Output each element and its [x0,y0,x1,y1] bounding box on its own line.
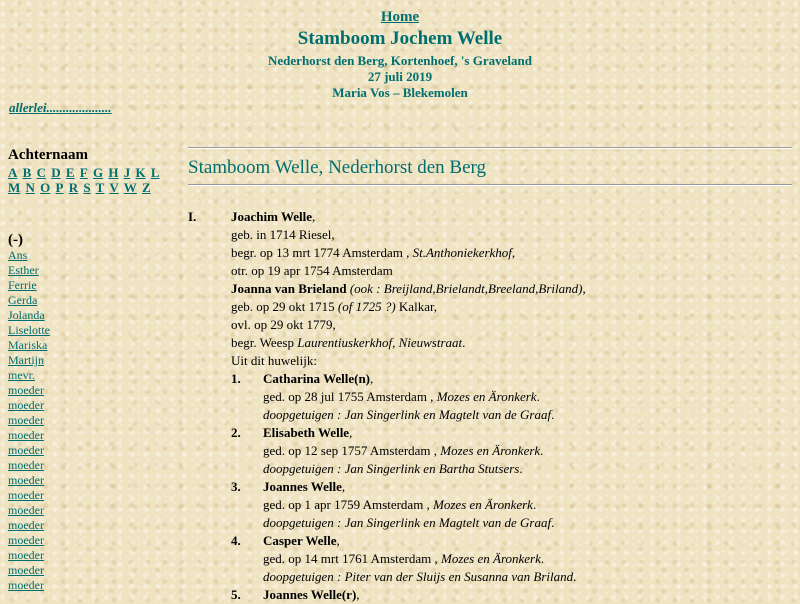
name-list-item [8,473,50,488]
generation-number: I. [188,209,197,224]
letter-link[interactable]: Z [141,180,151,195]
bottom-rule [188,184,792,186]
site-title: Stamboom Jochem Welle [297,28,503,49]
child-witnesses: doopgetuigen : Jan Singerlink en Magtelt van de Graaf [263,515,552,530]
letter-link[interactable]: K [135,165,146,180]
letter-link[interactable]: L [150,165,160,180]
group-title: (-) [8,232,23,248]
spouse-line: Joanna van Brieland (ook : Breijland,Brielandt,Breeland,Briland), [231,281,586,296]
child-name: Joannes Welle [263,479,342,494]
child-baptism-line: ged. op 1 apr 1759 Amsterdam , Mozes en Äronkerk. [263,497,537,512]
name-link[interactable]: moeder [8,533,44,547]
child-baptism: ged. op 14 mrt 1761 Amsterdam , [263,551,438,566]
child-baptism-line: ged. op 12 sep 1757 Amsterdam , Mozes en Äronkerk. [263,443,544,458]
name-list-item [8,488,50,503]
child-number: 2. [231,425,241,440]
name-link[interactable]: moeder [8,488,44,502]
child-witnesses: doopgetuigen : Jan Singerlink en Magtelt van de Graaf [263,407,552,422]
name-list [8,248,50,593]
child-line: 2. Elisabeth Welle, [231,425,353,440]
children-list [188,370,792,604]
site-date: 27 juli 2019 [367,69,433,84]
name-list-item [8,353,50,368]
name-link[interactable]: moeder [8,443,44,457]
name-list-item [8,383,50,398]
name-list-item [8,263,50,278]
child-name: Joannes Welle(r) [263,587,357,602]
letter-link[interactable]: B [22,165,32,180]
name-link[interactable]: moeder [8,458,44,472]
name-link[interactable]: Jolanda [8,308,45,322]
spouse-born-place: Kalkar, [398,299,438,314]
name-link[interactable]: Gerda [8,293,38,307]
child-baptism: ged. op 12 sep 1757 Amsterdam , [263,443,438,458]
child-witnesses-line: doopgetuigen : Piter van der Sluijs en Susanna van Briland. [263,569,577,584]
name-link[interactable]: moeder [8,398,44,412]
name-link[interactable]: moeder [8,518,44,532]
child-baptism-line: ged. op 28 jul 1755 Amsterdam , Mozes en Äronkerk. [263,389,540,404]
child-witnesses: doopgetuigen : Piter van der Sluijs en Susanna van Briland [263,569,574,584]
name-list-item [8,428,50,443]
alphabet-index [8,165,178,195]
letter-link[interactable]: G [92,165,104,180]
born-line: geb. in 1714 Riesel, [231,227,335,242]
name-link[interactable]: moeder [8,383,44,397]
name-list-item [8,278,50,293]
home-link[interactable]: Home [380,9,420,25]
letter-link[interactable]: H [108,165,119,180]
name-list-item [8,293,50,308]
child-church: Mozes en Äronkerk [436,389,537,404]
name-link[interactable]: Ferrie [8,278,37,292]
letter-link[interactable]: C [36,165,46,180]
name-list-item [8,443,50,458]
child-baptism: ged. op 28 jul 1755 Amsterdam , [263,389,434,404]
child-witnesses: doopgetuigen : Jan Singerlink en Bartha Stutsers [263,461,520,476]
name-link[interactable]: Esther [8,263,39,277]
letter-link[interactable]: O [40,180,51,195]
child-witnesses-line: doopgetuigen : Jan Singerlink en Magtelt van de Graaf. [263,407,555,422]
spouse-buried-place: Laurentiuskerkhof, Nieuwstraat [297,335,463,350]
child-number: 1. [231,371,241,386]
child-name: Catharina Welle(n) [263,371,371,386]
name-list-item [8,248,50,263]
spouse-born-note: (of 1725 ?) [337,299,396,314]
child-line: 3. Joannes Welle, [231,479,346,494]
name-list-item [8,563,50,578]
name-list-item [8,518,50,533]
name-list-item [8,458,50,473]
name-list-item [8,503,50,518]
letter-link[interactable]: J [123,165,131,180]
genealogy-record [188,208,792,604]
buried-text: begr. op 13 mrt 1774 Amsterdam , [231,245,410,260]
child-number: 3. [231,479,241,494]
child-witnesses-line: doopgetuigen : Jan Singerlink en Bartha Stutsers. [263,461,523,476]
child-name: Casper Welle [263,533,337,548]
name-list-item [8,578,50,593]
sidebar [8,147,178,195]
person-name: Joachim Welle [231,209,313,224]
name-link[interactable]: moeder [8,563,44,577]
name-link[interactable]: moeder [8,548,44,562]
main-content [188,147,792,186]
child-church: Mozes en Äronkerk [441,551,541,566]
name-list-item [8,323,50,338]
name-link[interactable]: moeder [8,578,44,592]
name-link[interactable]: Liselotte [8,323,50,337]
spouse-buried-text: begr. Weesp [231,335,294,350]
spouse-aka: (ook : Breijland,Brielandt,Breeland,Briland) [349,281,583,296]
child-church: Mozes en Äronkerk [440,443,541,458]
married-line: otr. op 19 apr 1754 Amsterdam [231,263,393,278]
child-church: Mozes en Äronkerk [433,497,533,512]
spouse-born-text: geb. op 29 okt 1715 [231,299,335,314]
child-line: 5. Joannes Welle(r), [231,587,360,602]
site-subtitle: Nederhorst den Berg, Kortenhoef, 's Graveland [268,53,532,68]
letter-link[interactable]: D [51,165,61,180]
name-link[interactable]: moeder [8,413,44,427]
child-baptism-line: ged. op 14 mrt 1761 Amsterdam , Mozes en Äronkerk. [263,551,545,566]
child-number: 4. [231,533,241,548]
spouse-born-line [188,298,792,316]
letter-link[interactable]: V [109,180,119,195]
letter-link[interactable]: R [68,180,79,195]
buried-line: begr. op 13 mrt 1774 Amsterdam , St.Anthoniekerkhof, [231,245,516,260]
name-list-item [8,368,50,383]
letter-link[interactable]: S [83,180,91,195]
child-line: 4. Casper Welle, [231,533,340,548]
child-witnesses-line: doopgetuigen : Jan Singerlink en Magtelt van de Graaf. [263,515,555,530]
allerlei-link[interactable]: allerlei.................... [9,100,112,115]
child-number: 5. [231,587,241,602]
name-list-item [8,548,50,563]
letter-link[interactable]: N [25,180,35,195]
letter-link[interactable]: P [55,180,64,195]
spouse-name: Joanna van Brieland [231,281,347,296]
child-line: 1. Catharina Welle(n), [231,371,374,386]
site-author: Maria Vos – Blekemolen [332,85,468,100]
name-link[interactable]: Ans [8,248,28,262]
name-link[interactable]: moeder [8,428,44,442]
child-name: Elisabeth Welle [263,425,350,440]
letter-link[interactable]: F [79,165,88,180]
buried-place: St.Anthoniekerkhof [412,245,512,260]
letter-link[interactable]: T [95,180,105,195]
letter-link[interactable]: M [8,180,21,195]
letter-link[interactable]: A [8,165,18,180]
page-heading: Stamboom Welle, Nederhorst den Berg [188,157,487,178]
name-list-item [8,308,50,323]
person-line: I. Joachim Welle, [188,209,316,224]
name-link[interactable]: moeder [8,503,44,517]
name-list-item [8,533,50,548]
name-list-item [8,413,50,428]
achternaam-title: Achternaam [8,147,88,163]
child-baptism: ged. op 1 apr 1759 Amsterdam , [263,497,430,512]
name-link[interactable]: moeder [8,473,44,487]
letter-link[interactable]: E [65,165,75,180]
letter-link[interactable]: W [123,180,137,195]
spouse-buried-line: begr. Weesp Laurentiuskerkhof, Nieuwstraat. [231,335,466,350]
name-list-item [8,338,50,353]
name-link[interactable]: Martijn [8,353,44,367]
name-link[interactable]: Mariska [8,338,48,352]
spouse-died-line: ovl. op 29 okt 1779, [231,317,336,332]
name-link[interactable]: mevr. [8,368,35,382]
children-intro: Uit dit huwelijk: [231,353,317,368]
name-list-item [8,398,50,413]
